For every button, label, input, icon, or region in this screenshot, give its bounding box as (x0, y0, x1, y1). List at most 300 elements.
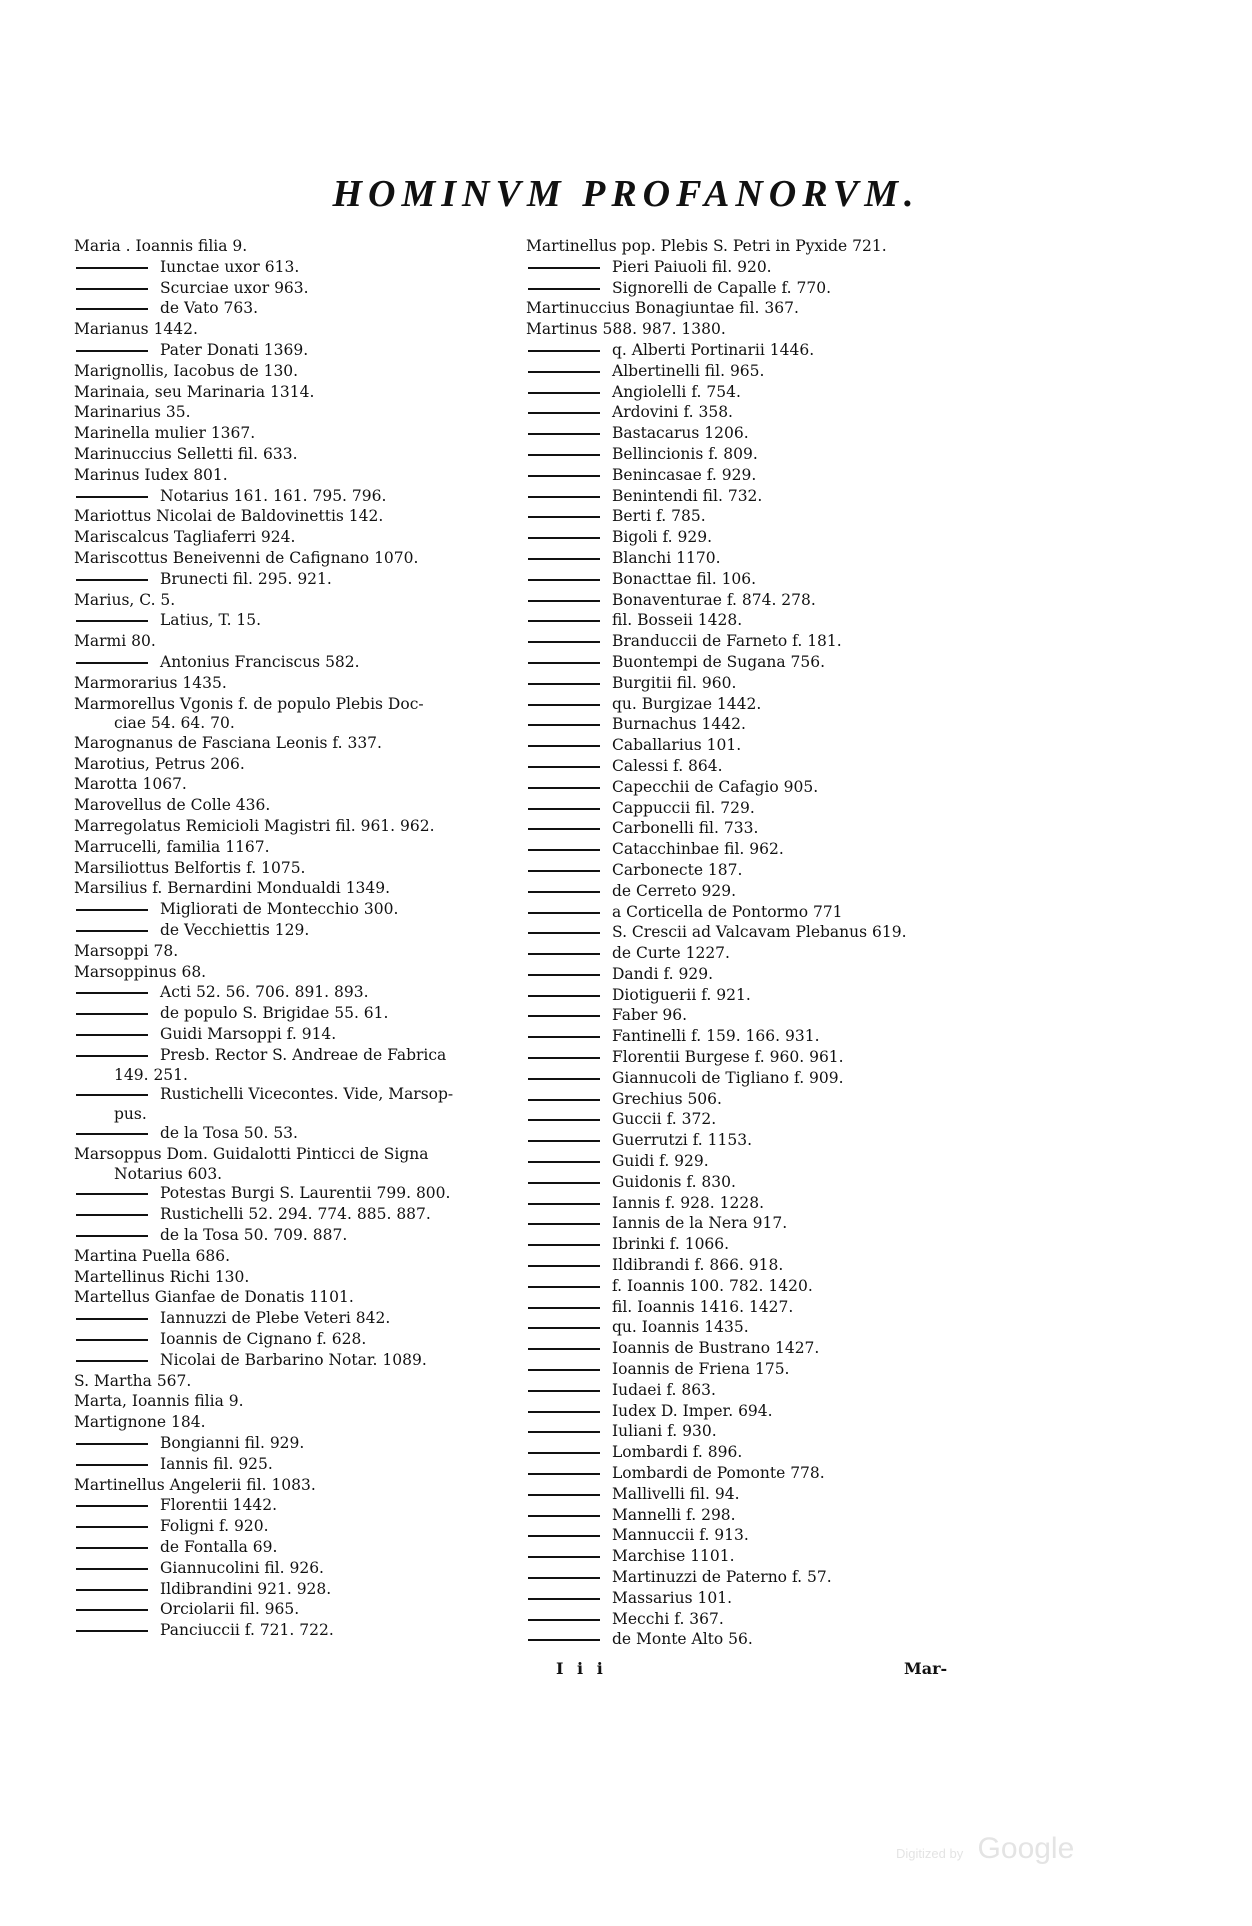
entry-text: Angiolelli f. 754. (612, 382, 741, 401)
ditto-dash (528, 288, 600, 290)
ditto-dash (528, 745, 600, 747)
index-entry (74, 858, 514, 879)
ditto-dash (76, 1360, 148, 1362)
entry-text: Lombardi f. 896. (612, 1443, 743, 1462)
index-entry (526, 673, 956, 694)
ditto-dash (528, 1140, 600, 1142)
index-entry (74, 1267, 514, 1288)
index-entry (526, 1401, 956, 1422)
entry-text: Ildibrandi f. 866. 918. (612, 1256, 784, 1275)
index-entry (74, 1144, 514, 1165)
index-entry (526, 340, 956, 361)
index-entry (74, 1350, 514, 1371)
index-entry (526, 1317, 956, 1338)
index-entry (74, 1537, 514, 1558)
index-entry (526, 1255, 956, 1276)
entry-text: Scurciae uxor 963. (160, 278, 309, 297)
index-entry (74, 340, 514, 361)
index-entry (526, 1463, 956, 1484)
ditto-dash (76, 1094, 148, 1096)
ditto-dash (528, 1015, 600, 1017)
entry-text: Marianus 1442. (74, 320, 198, 339)
ditto-dash (76, 579, 148, 581)
index-entry (74, 1165, 514, 1184)
index-entry (74, 257, 514, 278)
entry-text: Marsiliottus Belfortis f. 1075. (74, 858, 306, 877)
ditto-dash (528, 849, 600, 851)
entry-text: Antonius Franciscus 582. (160, 652, 360, 671)
entry-text: Caballarius 101. (612, 736, 742, 755)
entry-text: Martinus 588. 987. 1380. (526, 320, 726, 339)
entry-text: Giannucoli de Tigliano f. 909. (612, 1068, 844, 1087)
ditto-dash (528, 828, 600, 830)
index-entry (526, 527, 956, 548)
ditto-dash (528, 641, 600, 643)
entry-text: Marsoppus Dom. Guidalotti Pinticci de Signa (74, 1145, 429, 1164)
index-entry (526, 1068, 956, 1089)
entry-text: Fantinelli f. 159. 166. 931. (612, 1027, 820, 1046)
entry-text: Bastacarus 1206. (612, 424, 749, 443)
index-entry (74, 816, 514, 837)
index-entry (526, 1505, 956, 1526)
page-title: HOMINVM PROFANORVM. (332, 173, 920, 215)
ditto-dash (528, 1556, 600, 1558)
entry-text: de Fontalla 69. (160, 1538, 278, 1557)
entry-text: Iunctae uxor 613. (160, 257, 300, 276)
entry-text: Blanchi 1170. (612, 548, 721, 567)
index-entry (74, 1475, 514, 1496)
index-entry (74, 795, 514, 816)
entry-text: Burnachus 1442. (612, 715, 746, 734)
index-entry (74, 1433, 514, 1454)
ditto-dash (76, 1630, 148, 1632)
index-entry (74, 754, 514, 775)
entry-text: Pater Donati 1369. (160, 340, 309, 359)
ditto-dash (528, 1078, 600, 1080)
index-entry (526, 1213, 956, 1234)
ditto-dash (528, 1099, 600, 1101)
entry-text: Benincasae f. 929. (612, 465, 757, 484)
entry-text: Marrucelli, familia 1167. (74, 837, 270, 856)
entry-text: Iannis f. 928. 1228. (612, 1193, 765, 1212)
index-entry (74, 920, 514, 941)
index-entry (526, 569, 956, 590)
ditto-dash (528, 1494, 600, 1496)
index-entry (74, 590, 514, 611)
entry-text: Mallivelli fil. 94. (612, 1484, 740, 1503)
entry-text: Iudex D. Imper. 694. (612, 1401, 773, 1420)
ditto-dash (528, 932, 600, 934)
index-entry (526, 1172, 956, 1193)
ditto-dash (528, 454, 600, 456)
ditto-dash (528, 724, 600, 726)
ditto-dash (76, 1547, 148, 1549)
ditto-dash (528, 912, 600, 914)
entry-text: Benintendi fil. 732. (612, 486, 763, 505)
ditto-dash (528, 579, 600, 581)
index-entry (526, 1026, 956, 1047)
entry-text: Marsoppinus 68. (74, 962, 207, 981)
ditto-dash (528, 1369, 600, 1371)
entry-text: Bongianni fil. 929. (160, 1434, 305, 1453)
ditto-dash (76, 496, 148, 498)
entry-text: Presb. Rector S. Andreae de Fabrica (160, 1045, 447, 1064)
entry-text: Bonaventurae f. 874. 278. (612, 590, 816, 609)
index-entry (74, 1204, 514, 1225)
index-entry (526, 1525, 956, 1546)
ditto-dash (528, 1265, 600, 1267)
entry-text: de populo S. Brigidae 55. 61. (160, 1004, 389, 1023)
ditto-dash (528, 1307, 600, 1309)
index-entry (526, 1484, 956, 1505)
entry-text: Buontempi de Sugana 756. (612, 652, 826, 671)
index-entry (526, 319, 956, 340)
index-entry (74, 569, 514, 590)
watermark-small-text: Digitized by (896, 1846, 964, 1861)
ditto-dash (76, 1193, 148, 1195)
ditto-dash (528, 870, 600, 872)
index-entry (74, 1024, 514, 1045)
index-entry (526, 1297, 956, 1318)
ditto-dash (76, 1133, 148, 1135)
entry-text: Guidonis f. 830. (612, 1172, 736, 1191)
entry-text: Mannelli f. 298. (612, 1505, 736, 1524)
index-entry (74, 837, 514, 858)
index-entry (526, 382, 956, 403)
index-entry (74, 610, 514, 631)
index-entry (526, 465, 956, 486)
index-entry (74, 1308, 514, 1329)
entry-text: Guerrutzi f. 1153. (612, 1131, 753, 1150)
index-entry (74, 465, 514, 486)
ditto-dash (528, 1411, 600, 1413)
ditto-dash (528, 953, 600, 955)
index-entry (74, 298, 514, 319)
entry-text: Rustichelli 52. 294. 774. 885. 887. (160, 1205, 431, 1224)
index-entry (526, 1193, 956, 1214)
index-entry (74, 982, 514, 1003)
entry-text: Notarius 161. 161. 795. 796. (160, 486, 387, 505)
entry-text: Acti 52. 56. 706. 891. 893. (160, 983, 369, 1002)
index-entry (74, 382, 514, 403)
ditto-dash (528, 371, 600, 373)
entry-text: S. Crescii ad Valcavam Plebanus 619. (612, 923, 907, 942)
index-entry (526, 1588, 956, 1609)
entry-text: S. Martha 567. (74, 1371, 192, 1390)
ditto-dash (76, 620, 148, 622)
entry-text: Bigoli f. 929. (612, 528, 712, 547)
ditto-dash (76, 909, 148, 911)
index-entry (74, 878, 514, 899)
ditto-dash (528, 1390, 600, 1392)
entry-text: Massarius 101. (612, 1588, 733, 1607)
entry-text: ciae 54. 64. 70. (114, 714, 235, 733)
ditto-dash (528, 1639, 600, 1641)
index-entry (74, 278, 514, 299)
ditto-dash (76, 930, 148, 932)
entry-text: 149. 251. (114, 1065, 188, 1084)
ditto-dash (76, 308, 148, 310)
ditto-dash (528, 516, 600, 518)
index-entry (526, 1234, 956, 1255)
entry-text: Ardovini f. 358. (612, 403, 733, 422)
index-entry (526, 694, 956, 715)
ditto-dash (528, 1119, 600, 1121)
entry-text: Marta, Ioannis filia 9. (74, 1392, 244, 1411)
index-entry (74, 423, 514, 444)
ditto-dash (528, 787, 600, 789)
index-entry (74, 1495, 514, 1516)
index-entry (74, 962, 514, 983)
ditto-dash (76, 1214, 148, 1216)
entry-text: Berti f. 785. (612, 507, 706, 526)
index-entry (526, 1629, 956, 1650)
entry-text: Faber 96. (612, 1006, 688, 1025)
entry-text: de Vato 763. (160, 299, 259, 318)
index-entry (74, 1516, 514, 1537)
entry-text: Albertinelli fil. 965. (612, 361, 765, 380)
index-entry (74, 1287, 514, 1308)
entry-text: Ioannis de Bustrano 1427. (612, 1339, 820, 1358)
index-entry (526, 652, 956, 673)
index-entry (526, 1442, 956, 1463)
entry-text: Marsoppi 78. (74, 941, 179, 960)
entry-text: Cappuccii fil. 729. (612, 798, 755, 817)
entry-text: de Curte 1227. (612, 944, 730, 963)
entry-text: Martignone 184. (74, 1413, 206, 1432)
index-entry (526, 985, 956, 1006)
index-entry (526, 631, 956, 652)
index-entry (74, 631, 514, 652)
index-entry (526, 902, 956, 923)
entry-text: pus. (114, 1104, 147, 1123)
index-entry (526, 756, 956, 777)
index-entry (526, 922, 956, 943)
entry-text: Martinellus pop. Plebis S. Petri in Pyxide 721. (526, 237, 887, 255)
ditto-dash (528, 496, 600, 498)
index-entry (526, 1609, 956, 1630)
entry-text: Iannuzzi de Plebe Veteri 842. (160, 1309, 391, 1328)
ditto-dash (528, 1515, 600, 1517)
ditto-dash (528, 1223, 600, 1225)
entry-text: Dandi f. 929. (612, 964, 714, 983)
index-entry (74, 714, 514, 733)
ditto-dash (76, 1568, 148, 1570)
index-entry (74, 733, 514, 754)
entry-text: de la Tosa 50. 53. (160, 1124, 298, 1143)
entry-text: de Vecchiettis 129. (160, 921, 310, 939)
index-entry (74, 236, 514, 257)
entry-text: Orciolarii fil. 965. (160, 1600, 300, 1619)
entry-text: Foligni f. 920. (160, 1517, 269, 1536)
index-entry (74, 652, 514, 673)
index-entry (74, 899, 514, 920)
entry-text: Marsilius f. Bernardini Mondualdi 1349. (74, 879, 391, 898)
entry-text: de Monte Alto 56. (612, 1630, 753, 1649)
index-entry (74, 402, 514, 423)
index-entry (526, 1047, 956, 1068)
index-entry (74, 1412, 514, 1433)
entry-text: Iuliani f. 930. (612, 1422, 717, 1441)
entry-text: Marius, C. 5. (74, 590, 176, 609)
ditto-dash (528, 704, 600, 706)
watermark-logo-text: Google (977, 1832, 1075, 1865)
index-entry (74, 1329, 514, 1350)
index-entry (74, 673, 514, 694)
entry-text: Guidi Marsoppi f. 914. (160, 1024, 337, 1043)
entry-text: Marinuccius Selletti fil. 633. (74, 444, 298, 463)
index-entry (526, 444, 956, 465)
entry-text: Martina Puella 686. (74, 1246, 231, 1265)
ditto-dash (76, 1443, 148, 1445)
ditto-dash (528, 267, 600, 269)
entry-text: Pieri Paiuoli fil. 920. (612, 257, 772, 276)
entry-text: Ioannis de Cignano f. 628. (160, 1330, 367, 1349)
ditto-dash (76, 1235, 148, 1237)
index-entry (74, 941, 514, 962)
index-entry (74, 444, 514, 465)
entry-text: Ildibrandini 921. 928. (160, 1579, 332, 1598)
entry-text: a Corticella de Pontormo 771 (612, 902, 843, 921)
entry-text: Panciuccii f. 721. 722. (160, 1621, 334, 1640)
entry-text: Marmorellus Vgonis f. de populo Plebis Doc- (74, 694, 424, 713)
ditto-dash (528, 433, 600, 435)
ditto-dash (528, 662, 600, 664)
entry-text: Marchise 1101. (612, 1547, 735, 1566)
index-entry (526, 610, 956, 631)
index-entry (526, 257, 956, 278)
ditto-dash (76, 1609, 148, 1611)
index-entry (74, 548, 514, 569)
ditto-dash (76, 1318, 148, 1320)
index-entry (526, 361, 956, 382)
ditto-dash (528, 683, 600, 685)
index-entry (74, 1579, 514, 1600)
ditto-dash (528, 537, 600, 539)
entry-text: Marmi 80. (74, 632, 156, 651)
index-entry (526, 548, 956, 569)
index-entry (526, 943, 956, 964)
index-entry (526, 818, 956, 839)
entry-text: Iannis de la Nera 917. (612, 1214, 788, 1233)
index-entry (74, 1003, 514, 1024)
entry-text: Guidi f. 929. (612, 1152, 709, 1171)
index-entry (526, 798, 956, 819)
index-entry (74, 1066, 514, 1085)
entry-text: Marognanus de Fasciana Leonis f. 337. (74, 733, 382, 752)
ditto-dash (528, 1161, 600, 1163)
entry-text: Rustichelli Vicecontes. Vide, Marsop- (160, 1085, 454, 1104)
index-entry (526, 735, 956, 756)
ditto-dash (76, 1013, 148, 1015)
ditto-dash (76, 1505, 148, 1507)
entry-text: Capecchii de Cafagio 905. (612, 777, 819, 796)
index-entry (526, 402, 956, 423)
entry-text: Marignollis, Iacobus de 130. (74, 361, 299, 380)
entry-text: Lombardi de Pomonte 778. (612, 1464, 825, 1483)
ditto-dash (528, 1452, 600, 1454)
entry-text: Catacchinbae fil. 962. (612, 840, 784, 859)
index-entry (74, 506, 514, 527)
ditto-dash (528, 1535, 600, 1537)
ditto-dash (528, 1286, 600, 1288)
ditto-dash (528, 1036, 600, 1038)
entry-text: Marovellus de Colle 436. (74, 796, 271, 815)
ditto-dash (528, 1203, 600, 1205)
entry-text: fil. Ioannis 1416. 1427. (612, 1297, 794, 1316)
entry-text: Florentii 1442. (160, 1496, 278, 1515)
index-entry (526, 423, 956, 444)
entry-text: q. Alberti Portinarii 1446. (612, 340, 815, 359)
signature-mark: I i i (556, 1659, 607, 1678)
entry-text: Martinuccius Bonagiuntae fil. 367. (526, 299, 799, 318)
ditto-dash (528, 350, 600, 352)
entry-text: Carbonelli fil. 733. (612, 819, 759, 838)
entry-text: f. Ioannis 100. 782. 1420. (612, 1276, 813, 1295)
entry-text: Marotius, Petrus 206. (74, 754, 245, 773)
index-entry (526, 1109, 956, 1130)
ditto-dash (528, 558, 600, 560)
index-entry (74, 361, 514, 382)
ditto-dash (528, 1619, 600, 1621)
entry-text: Martinellus Angelerii fil. 1083. (74, 1475, 316, 1494)
index-entry (74, 1620, 514, 1641)
index-entry (526, 1151, 956, 1172)
index-entry (526, 1130, 956, 1151)
index-entry (526, 1546, 956, 1567)
index-entry (74, 1599, 514, 1620)
entry-text: Iudaei f. 863. (612, 1380, 716, 1399)
entry-text: Mariscottus Beneivenni de Cafignano 1070. (74, 548, 419, 567)
ditto-dash (528, 412, 600, 414)
entry-text: Latius, T. 15. (160, 611, 262, 630)
entry-text: Diotiguerii f. 921. (612, 985, 751, 1004)
ditto-dash (76, 350, 148, 352)
entry-text: Branduccii de Farneto f. 181. (612, 632, 842, 651)
ditto-dash (528, 1473, 600, 1475)
index-entry (74, 527, 514, 548)
entry-text: Mariscalcus Tagliaferri 924. (74, 528, 296, 547)
index-entry (526, 964, 956, 985)
index-entry (74, 319, 514, 340)
entry-text: Maria . Ioannis filia 9. (74, 237, 248, 255)
ditto-dash (76, 662, 148, 664)
ditto-dash (76, 1055, 148, 1057)
ditto-dash (528, 1598, 600, 1600)
entry-text: Carbonecte 187. (612, 860, 743, 879)
index-entry (526, 1567, 956, 1588)
ditto-dash (76, 1589, 148, 1591)
entry-text: Migliorati de Montecchio 300. (160, 900, 399, 919)
ditto-dash (528, 1348, 600, 1350)
entry-text: Martinuzzi de Paterno f. 57. (612, 1568, 832, 1586)
entry-text: de la Tosa 50. 709. 887. (160, 1226, 348, 1245)
index-entry (74, 1123, 514, 1144)
entry-text: Marregolatus Remicioli Magistri fil. 961. 962. (74, 817, 435, 836)
ditto-dash (528, 600, 600, 602)
entry-text: Martellinus Richi 130. (74, 1267, 250, 1286)
index-entry (526, 590, 956, 611)
ditto-dash (76, 1339, 148, 1341)
entry-text: de Cerreto 929. (612, 881, 737, 900)
entry-text: Martellus Gianfae de Donatis 1101. (74, 1288, 354, 1307)
ditto-dash (528, 1057, 600, 1059)
entry-text: Ibrinki f. 1066. (612, 1235, 730, 1254)
index-entry (526, 839, 956, 860)
entry-text: qu. Ioannis 1435. (612, 1318, 749, 1337)
index-entry (74, 1454, 514, 1475)
ditto-dash (76, 288, 148, 290)
